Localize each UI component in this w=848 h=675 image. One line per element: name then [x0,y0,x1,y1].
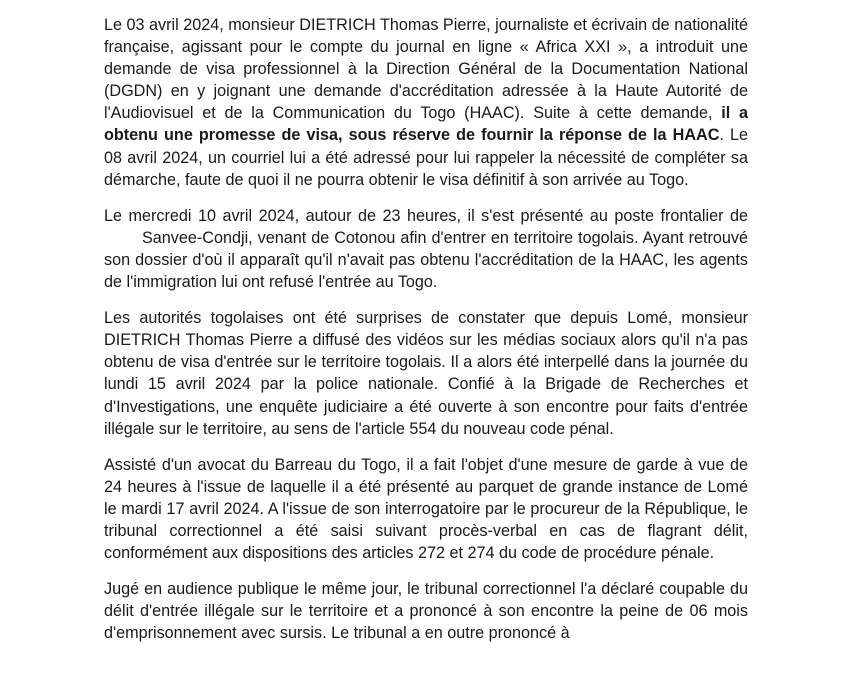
paragraph-text: Assisté d'un avocat du Barreau du Togo, il a fait l'objet d'une mesure de garde à vue de 24 heures à l'issue de laquelle il a été présenté au parquet de grande instance de Lomé le mardi 17 avril 2024. A l'issue de son interrogatoire par le procureur de la République, le tribunal correctionnel a été saisi suivant procès-verbal en cas de flagrant délit, conformément aux dispositions des articles 272 et 274 du code de procédure pénale. [104,455,748,563]
paragraph-bold-text: il a obtenu une promesse de visa, sous réserve de fournir la réponse de la HAAC [104,104,748,145]
paragraph-text: Le mercredi 10 avril 2024, autour de 23 heures, il s'est présenté au poste frontalier de [104,206,748,225]
paragraph-custody [104,454,748,564]
paragraph-text: Les autorités togolaises ont été surprises de constater que depuis Lomé, monsieur DIETRICH Thomas Pierre a diffusé des vidéos sur les médias sociaux alors qu'il n'a pas obtenu de visa d'entrée sur le territoire togolais. Il a alors été interpellé dans la journée du lundi 15 avril 2024 par la police nationale. Confié à la Brigade de Recherches et d'Investigations, une enquête judiciaire a été ouverte à son encontre pour faits d'entrée illégale sur le territoire, au sens de l'article 554 du nouveau code pénal. [104,309,748,438]
paragraph-border-arrival [104,205,748,293]
paragraph-text: . Le 08 avril 2024, un courriel lui a été adressé pour lui rappeler la nécessité de compléter sa démarche, faute de quoi il ne pourra obtenir le visa définitif à son arrivée au Togo. [104,126,748,189]
paragraph-arrest [104,307,748,440]
document-body [104,14,748,658]
paragraph-text: Jugé en audience publique le même jour, le tribunal correctionnel l'a déclaré coupable du délit d'entrée illégale sur le territoire et a prononcé à son encontre la peine de 06 mois d'emprisonnement avec sursis. Le tribunal a en outre prononcé à [104,580,748,643]
paragraph-text: Le 03 avril 2024, monsieur DIETRICH Thomas Pierre, journaliste et écrivain de nationalité française, agissant pour le compte du journal en ligne « Africa XXI », a introduit une demande de visa professionnel à la Direction Général de la Documentation National (DGDN) en y joignant une demande d'accréditation adressée à la Haute Autorité de l'Audiovisuel et de la Communication du Togo (HAAC). Suite à cette demande, [104,16,748,123]
paragraph-judgment [104,578,748,644]
paragraph-text: Sanvee-Condji, venant de Cotonou afin d'entrer en territoire togolais. Ayant retrouvé son dossier d'où il apparaît qu'il n'avait pas obtenu l'accréditation de la HAAC, les agents de l'immigration lui ont refusé l'entrée au Togo. [104,228,748,292]
paragraph-visa-request [104,14,748,191]
